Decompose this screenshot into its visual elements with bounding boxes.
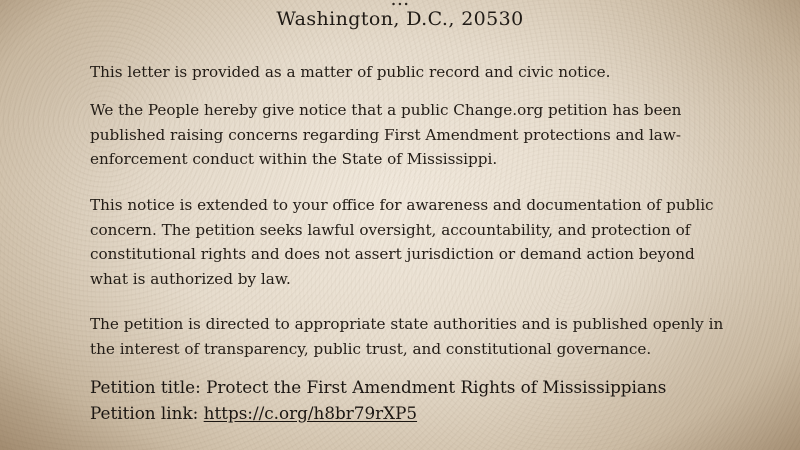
- paragraph-directed: The petition is directed to appropriate state authorities and is published openly in the interest of transparency, public trust, and constitutional governance.: [90, 315, 724, 358]
- paragraph-notice: We the People hereby give notice that a public Change.org petition has been published raising concerns regarding First Amendment protections and law-enforcement conduct within the State of Mississippi.: [90, 101, 682, 168]
- address-city-line: Washington, D.C., 20530: [276, 8, 524, 30]
- paragraph-public-record: This letter is provided as a matter of public record and civic notice.: [90, 63, 611, 81]
- petition-link[interactable]: https://c.org/h8br79rXP5: [203, 403, 418, 423]
- paragraph-awareness: This notice is extended to your office for awareness and documentation of public concern. The petition seeks lawful oversight, accountability, and protection of constitutional rights and does not assert jurisdiction or demand action beyond what is authorized by law.: [90, 196, 714, 288]
- petition-link-line: [90, 400, 750, 426]
- petition-link-label: Petition link:: [90, 403, 199, 423]
- petition-title-label: Petition title:: [90, 377, 201, 397]
- petition-title-line: [90, 374, 750, 400]
- petition-title: Protect the First Amendment Rights of Mississippians: [206, 377, 667, 397]
